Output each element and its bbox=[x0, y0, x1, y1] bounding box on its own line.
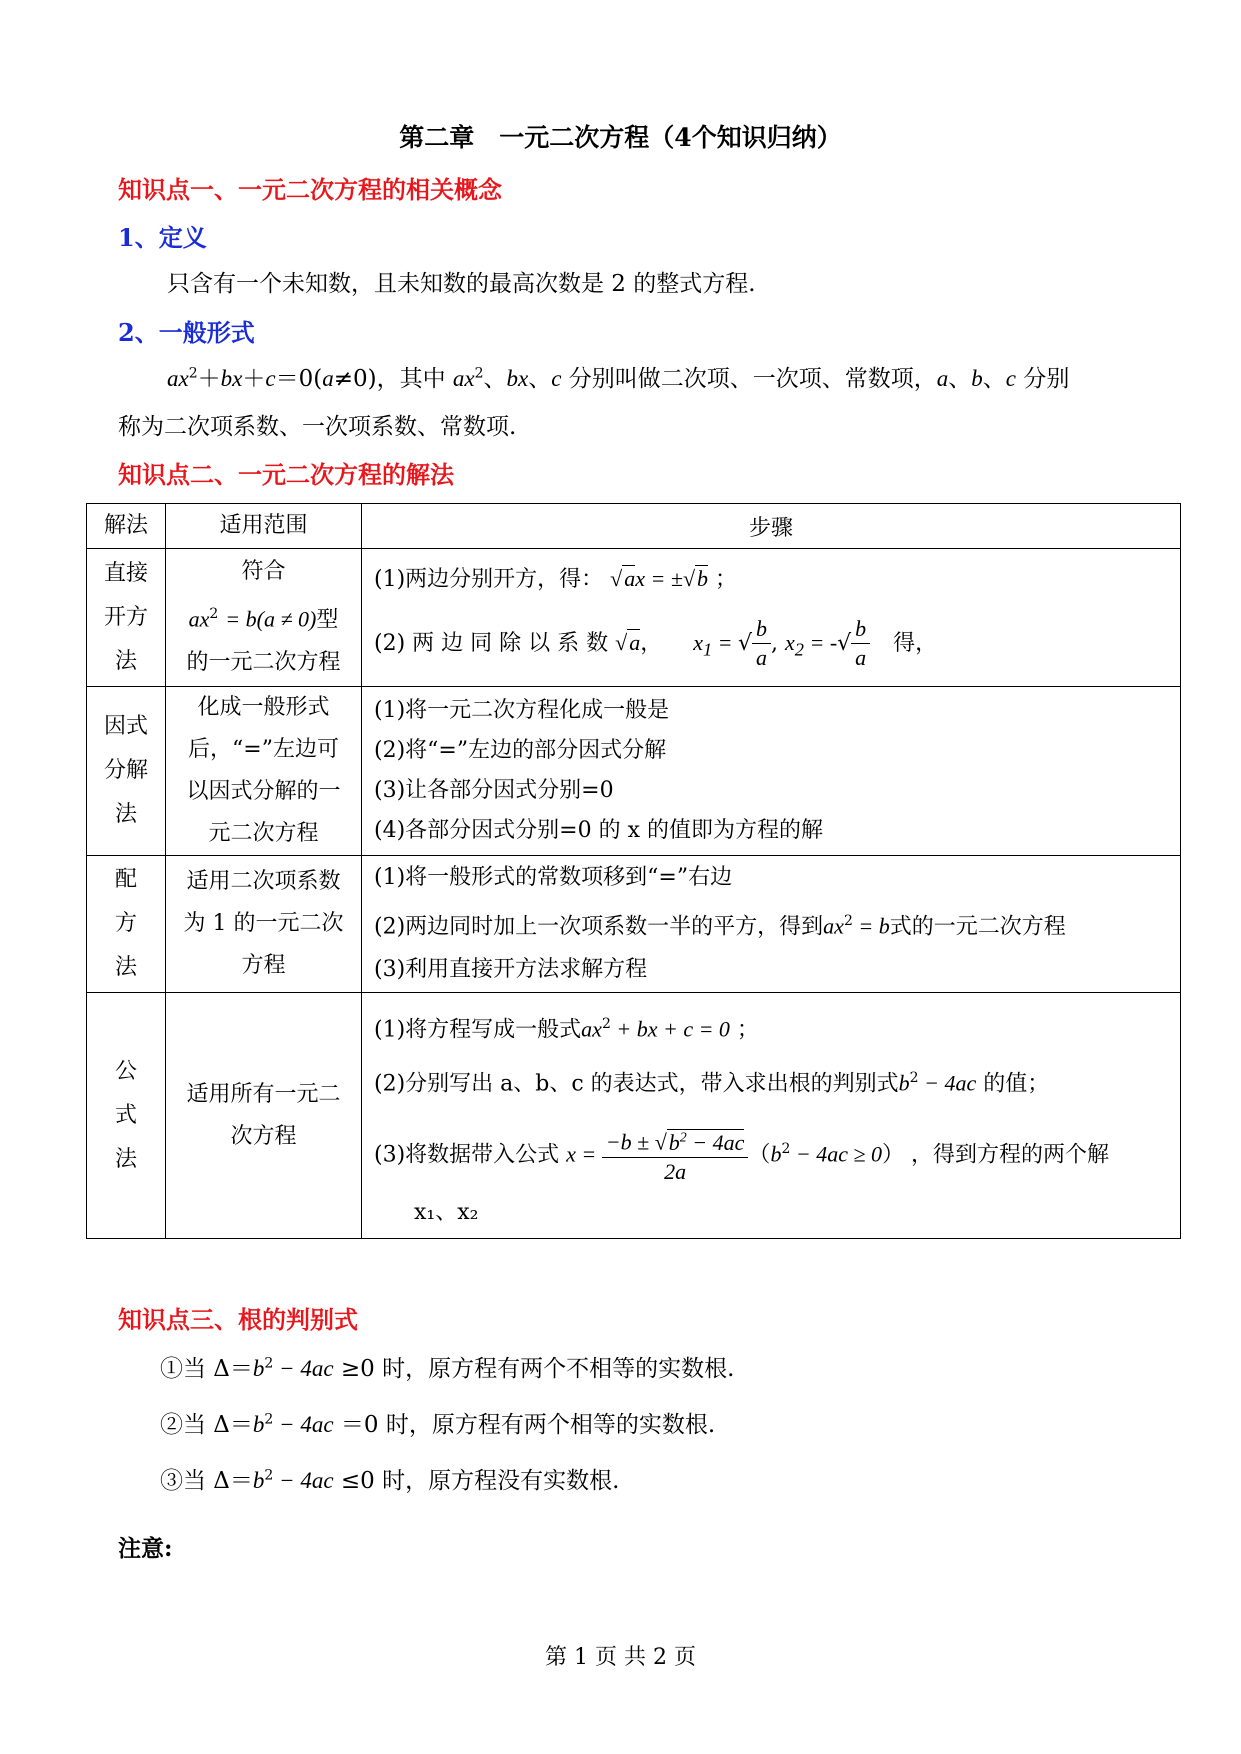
definition-text: 只含有一个未知数，且未知数的最高次数是 2 的整式方程. bbox=[167, 271, 756, 297]
kp1-sub2: 2、一般形式 bbox=[118, 318, 255, 347]
discriminant-item-1: ①当 $\Delta=b^2 - 4ac \ge 0$ 时，原方程有两个不相等的实数根. bbox=[160, 1355, 735, 1382]
general-tail: ，其中 bbox=[376, 366, 446, 392]
page-footer: 第 1 页 共 2 页 bbox=[545, 1645, 696, 1670]
kp1-sub1: 1、定义 bbox=[118, 223, 207, 252]
table-row bbox=[87, 549, 1181, 687]
note-label: 注意: bbox=[118, 1535, 173, 1562]
scope-formula: 适用所有一元二次方程 bbox=[166, 993, 362, 1239]
general-tail3: 分别 bbox=[1023, 366, 1070, 392]
scope-complete-square: 适用二次项系数为 1 的一元二次方程 bbox=[166, 856, 362, 993]
header-steps: 步骤 bbox=[362, 504, 1181, 549]
steps-direct: (1)两边分别开方，得： √ax = ±√b ； (2) 两 边 同 除 以 系 数 √a， $x_1$ = √ $\frac{b}{a}$ , $x_2$ = -√ $\frac{b}{a}$ 得， bbox=[362, 549, 1181, 687]
method-complete-square: 配方法 bbox=[87, 856, 166, 993]
table-row bbox=[87, 687, 1181, 856]
table-header-row bbox=[87, 504, 1181, 549]
general-tail2: 分别叫做二次项、一次项、常数项， bbox=[568, 366, 937, 392]
header-scope: 适用范围 bbox=[166, 504, 362, 549]
steps-factor: (1)将一元二次方程化成一般是 (2)将“=”左边的部分因式分解 (3)让各部分因式分别=0 (4)各部分因式分别=0 的 x 的值即为方程的解 bbox=[362, 687, 1181, 856]
solution-methods-table bbox=[86, 503, 1181, 1239]
method-factor: 因式分解法 bbox=[87, 687, 166, 856]
method-direct: 直接开方法 bbox=[87, 549, 166, 687]
steps-formula: (1)将方程写成一般式$ax^2$ + bx + c = 0 ； (2)分别写出 a、b、c 的表达式，带入求出根的判别式$b^2 - 4ac$ 的值； (3)将数据带入公式 x = $\frac{-b \pm √b^2 - 4ac}{2a}$ $(b^2 - 4ac \ge 0)$ ，得到方程的两个解 x₁、x₂ bbox=[362, 993, 1181, 1239]
header-method: 解法 bbox=[87, 504, 166, 549]
scope-factor: 化成一般形式后，“=”左边可以因式分解的一元二次方程 bbox=[166, 687, 362, 856]
discriminant-item-3: ③当 $\Delta=b^2 - 4ac \le 0$ 时，原方程没有实数根. bbox=[160, 1467, 620, 1494]
kp1-heading: 知识点一、一元二次方程的相关概念 bbox=[118, 175, 502, 204]
kp2-heading: 知识点二、一元二次方程的解法 bbox=[118, 460, 454, 489]
general-form-line2: 称为二次项系数、一次项系数、常数项. bbox=[118, 414, 517, 440]
method-formula: 公式法 bbox=[87, 993, 166, 1239]
table-row bbox=[87, 856, 1181, 993]
scope-direct: 符合 $ax^2 = b(a \ne 0)$型 的一元二次方程 bbox=[166, 549, 362, 687]
page-title: 第二章 一元二次方程（4个知识归纳） bbox=[399, 123, 842, 152]
table-row bbox=[87, 993, 1181, 1239]
steps-complete-square: (1)将一般形式的常数项移到“=”右边 (2)两边同时加上一次项系数一半的平方，得到$ax^2 = b$式的一元二次方程 (3)利用直接开方法求解方程 bbox=[362, 856, 1181, 993]
kp3-heading: 知识点三、根的判别式 bbox=[118, 1305, 358, 1334]
discriminant-item-2: ②当 $\Delta=b^2 - 4ac =0$ 时，原方程有两个相等的实数根. bbox=[160, 1411, 716, 1438]
general-form-line: $ax^2+bx+c=0(a\ne 0)$，其中 $ax^2$、bx、c 分别叫做二次项、一次项、常数项，a、b、c 分别 bbox=[167, 365, 1070, 392]
